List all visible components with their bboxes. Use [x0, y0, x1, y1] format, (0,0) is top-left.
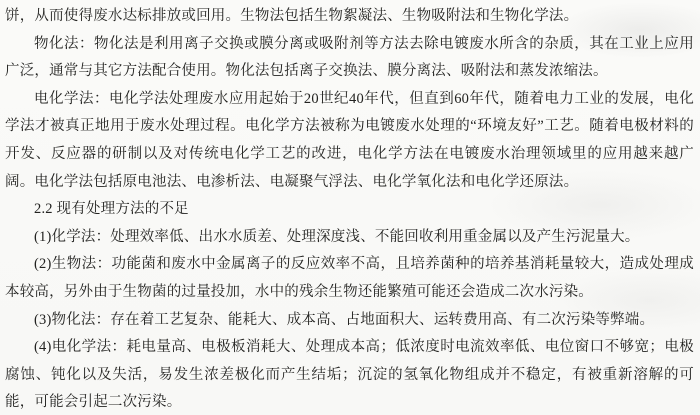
paragraph-electrochemical-method: 电化学法：电化学法处理废水应用起始于20世纪40年代，但直到60年代，随着电力工业的发展，电化学法才被真正地用于废水处理过程。电化学方法被称为电镀废水处理的“环境友好”工艺。随着电极材料的开发、反应器的研制以及对传统电化学工艺的改进，电化学方法在电镀废水治理领域里的应用越来越广阔。电化学法包括原电池法、电渗析法、电凝聚气浮法、电化学氧化法和电化学还原法。	[5, 90, 694, 190]
paragraph-drawback-biological: (2)生物法：功能菌和废水中金属离子的反应效率不高，且培养菌种的培养基消耗量较大，造成处理成本较高，另外由于生物菌的过量投加，水中的残余生物还能繁殖可能还会造成二次水污染。	[5, 256, 694, 300]
paragraph-drawback-electrochemical: (4)电化学法：耗电量高、电极板消耗大、处理成本高；低浓度时电流效率低、电位窗口不够宽；电极腐蚀、钝化以及失活，易发生浓差极化而产生结垢；沉淀的氢氧化物组成并不稳定，有被重新溶解的可能，可能会引起二次污染。	[5, 339, 694, 411]
paragraph-drawback-physicochemical: (3)物化法：存在着工艺复杂、能耗大、成本高、占地面积大、运转费用高、有二次污染等弊端。	[34, 311, 655, 328]
paragraph-biological-method-continuation: 饼，从而使得废水达标排放或回用。生物法包括生物絮凝法、生物吸附法和生物化学法。	[5, 8, 579, 24]
paragraph-drawback-chemical: (1)化学法：处理效率低、出水水质差、处理深度浅、不能回收利用重金属以及产生污泥量大。	[34, 228, 640, 245]
document-text-block	[5, 3, 694, 415]
section-heading-2-2: 2.2 现有处理方法的不足	[34, 201, 189, 218]
paragraph-physicochemical-method: 物化法：物化法是利用离子交换或膜分离或吸附剂等方法去除电镀废水所含的杂质，其在工业上应用广泛，通常与其它方法配合使用。物化法包括离子交换法、膜分离法、吸附法和蒸发浓缩法。	[5, 35, 694, 80]
